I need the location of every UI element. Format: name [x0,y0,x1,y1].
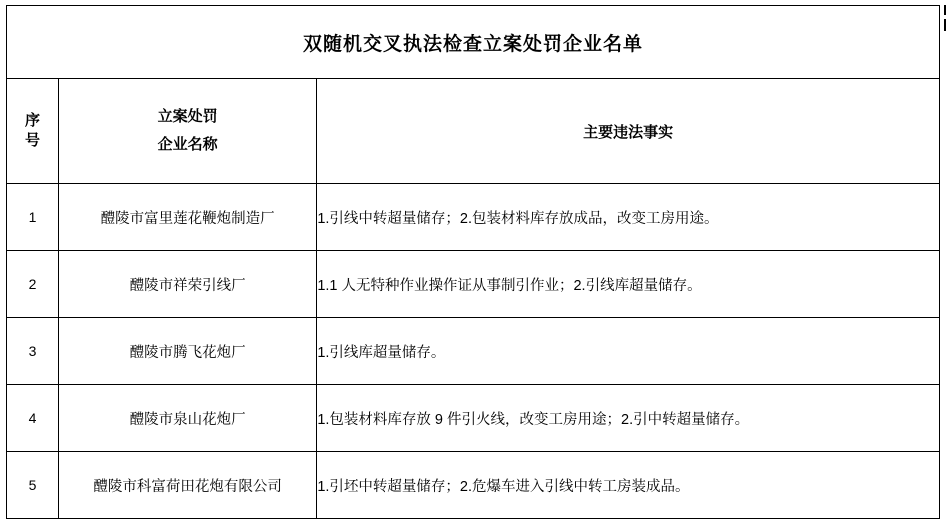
corner-mark-top [944,5,946,15]
row-seq: 5 [7,452,59,519]
row-violation-fact: 1.引坯中转超量储存；2.危爆车进入引线中转工房装成品。 [317,452,940,519]
row-seq: 1 [7,184,59,251]
table-header-row [7,79,940,184]
row-seq: 2 [7,251,59,318]
row-enterprise-name: 醴陵市泉山花炮厂 [59,385,317,452]
table-row [7,452,940,519]
row-violation-fact: 1.引线库超量储存。 [317,318,940,385]
table-row [7,251,940,318]
row-enterprise-name: 醴陵市科富荷田花炮有限公司 [59,452,317,519]
row-seq: 3 [7,318,59,385]
column-header-seq-char-1: 序 [25,111,41,129]
column-header-fact: 主要违法事实 [317,79,940,184]
row-violation-fact: 1.1 人无特种作业操作证从事制引作业；2.引线库超量储存。 [317,251,940,318]
document-page [0,5,947,521]
penalty-enterprises-table [6,5,940,519]
column-header-seq [7,79,59,184]
table-row [7,184,940,251]
row-enterprise-name: 醴陵市祥荣引线厂 [59,251,317,318]
corner-mark-bottom [944,19,946,31]
column-header-seq-char-2: 号 [25,132,41,149]
row-enterprise-name: 醴陵市腾飞花炮厂 [59,318,317,385]
table-title-row [7,6,940,79]
column-header-enterprise-line1: 立案处罚 [157,107,218,125]
row-violation-fact: 1.包装材料库存放 9 件引火线，改变工房用途；2.引中转超量储存。 [317,385,940,452]
table-row [7,318,940,385]
page-title: 双随机交叉执法检查立案处罚企业名单 [7,6,940,79]
row-violation-fact: 1.引线中转超量储存；2.包装材料库存放成品，改变工房用途。 [317,184,940,251]
row-enterprise-name: 醴陵市富里莲花鞭炮制造厂 [59,184,317,251]
row-seq: 4 [7,385,59,452]
table-row [7,385,940,452]
column-header-enterprise [59,79,317,184]
column-header-enterprise-line2: 企业名称 [157,136,218,153]
page-corner-marks [941,5,947,35]
